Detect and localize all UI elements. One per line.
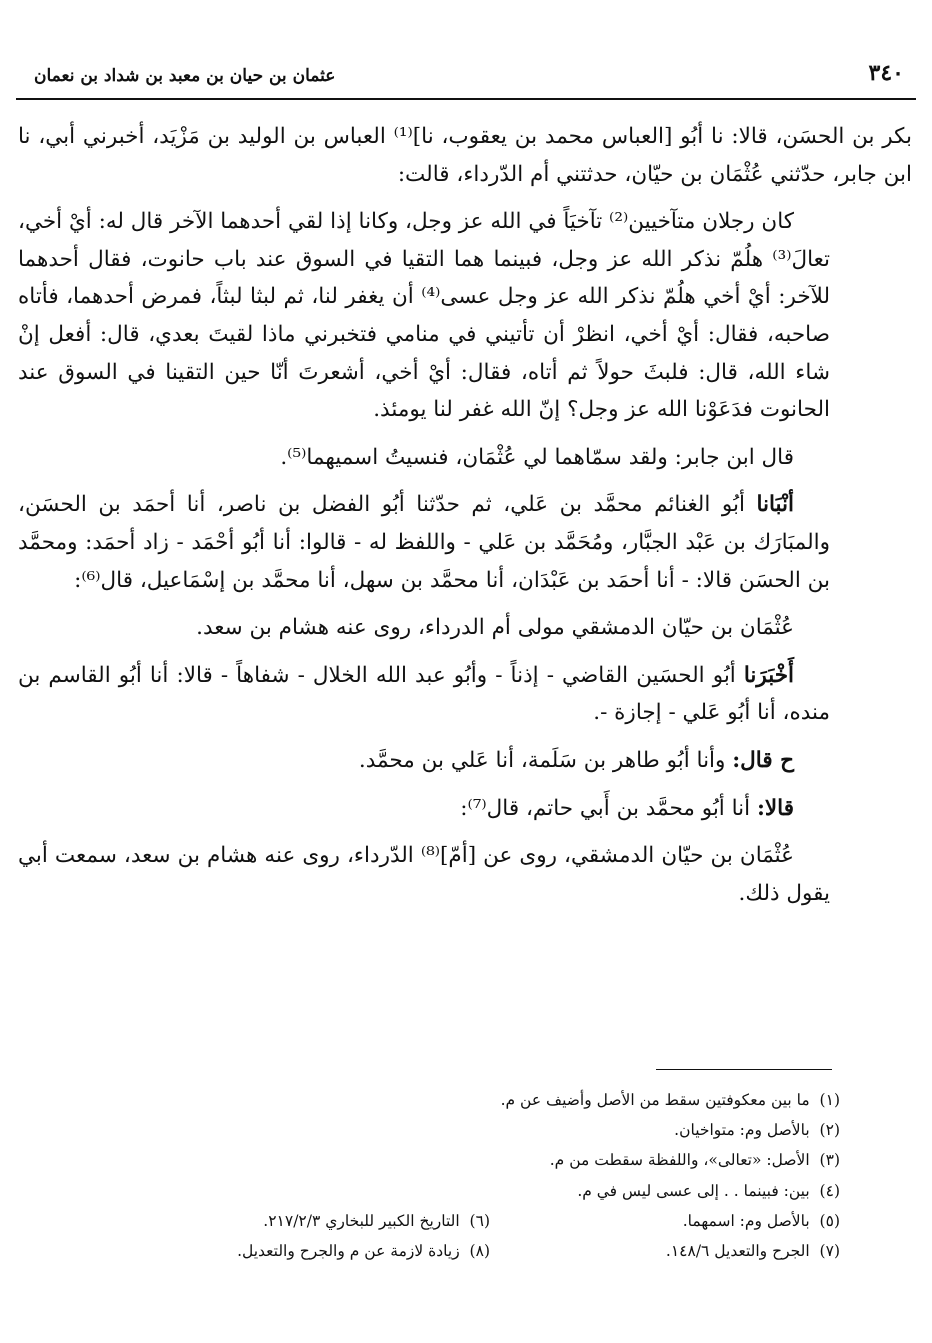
main-text [18, 118, 913, 922]
text-run: أبُو الغنائم محمَّد بن عَلي، ثم حدّثنا أبُو الفضل بن ناصر، أنا أحمَد بن الحسَن، والمبَارَك بن عَبْد الجبَّار، ومُحَمَّد بن عَلي - واللفظ له - قالوا: أنا أبُو أحْمَد - زاد أحمَد: ومحمَّد بن الحسَن قالا: - أنا أحمَد بن عَبْدَان، أنا محمَّد بن سهل، أنا محمَّد بن إسْمَاعيل، قال⁽⁶⁾: [18, 492, 830, 593]
bold-keyword: قالا: [756, 795, 794, 821]
footnote-row [140, 1206, 840, 1236]
running-title: عثمان بن حيان بن معبد بن شداد بن نعمان [34, 66, 336, 86]
footnote: (٨) زيادة لازمة عن م والجرح والتعديل. [237, 1242, 490, 1261]
footnote: (٢) بالأصل وم: متواخيان. [674, 1121, 840, 1140]
footnote: (٧) الجرح والتعديل ١٤٨/٦. [665, 1242, 840, 1261]
paragraph [18, 439, 830, 477]
paragraph [18, 837, 830, 912]
footnote: (١) ما بين معكوفتين سقط من الأصل وأضيف عن م. [500, 1091, 840, 1109]
footnote: (٤) بين: فبينما . . إلى عسى ليس في م. [577, 1181, 840, 1200]
text-run: بكر بن الحسَن، قالا: نا أبُو [العباس محمد بن يعقوب، نا]⁽¹⁾ العباس بن الوليد بن مَزْيَد، أخبرني أبي، نا ابن جابر، حدّثني عُثْمَان بن حيّان، حدثتني أم الدّرداء، قالت: [18, 124, 913, 187]
text-run: قال ابن جابر: ولقد سمّاهما لي عُثْمَان، فنسيتُ اسميهما⁽⁵⁾. [280, 444, 794, 470]
footnotes [140, 1085, 840, 1266]
text-run: عُثْمَان بن حيّان الدمشقي مولى أم الدرداء، روى عنه هشام بن سعد. [196, 615, 794, 641]
text-run: أبُو الحسَين القاضي - إذناً - وأبُو عبد الله الخلال - شفاهاً - قالا: أنا أبُو القاسم بن منده، أنا أبُو عَلي - إجازة -. [18, 662, 830, 726]
page-header [16, 58, 916, 100]
paragraph [18, 742, 830, 780]
paragraph [18, 203, 830, 429]
footnote-row [140, 1145, 840, 1175]
footnote-row [140, 1176, 840, 1206]
text-run: أنا أبُو محمَّد بن أَبي حاتم، قال⁽⁷⁾: [460, 795, 757, 821]
footnote-row [140, 1085, 840, 1115]
footnote: (٣) الأصل: «تعالى»، واللفظة سقطت من م. [549, 1151, 840, 1170]
footnote-separator [656, 1069, 832, 1070]
footnote-row [140, 1236, 840, 1266]
footnote: (٦) التاريخ الكبير للبخاري ٢١٧/٢/٣. [263, 1211, 490, 1230]
bold-keyword: أَخْبَرَنا [743, 662, 794, 688]
text-run: عُثْمَان بن حيّان الدمشقي، روى عن [أمّ]⁽⁸⁾ الدّرداء، روى عنه هشام بن سعد، سمعت أبي يقول ذلك. [18, 843, 830, 906]
paragraph [18, 790, 830, 828]
bold-keyword: أنْبَانا [756, 492, 794, 518]
text-run: كان رجلان متآخيين⁽²⁾ تآخيَاً في الله عز وجل، وكانا إذا لقي أحدهما الآخر قال له: أيْ أخي، تعالَ⁽³⁾ هلُمّ نذكر الله عز وجل، فبينما هما التقيا في السوق عند باب حانوت، فقال أحدهما للآخر: أيْ أخي هلُمّ نذكر الله عز وجل عسى⁽⁴⁾ أن يغفر لنا، ثم لبثا لبثاً، فمرض أحدهما، فأتاه صاحبه، فقال: أيْ أخي، انظرْ أن تأتيني في منامي فتخبرني ماذا لقيتَ بعدي، قال: أفعل إنْ شاء الله، قال: فلبثَ حولاً ثم أتاه، فقال: أيْ أخي، أشعرتَ أنّا حين التقينا في السوق عند الحانوت فدَعَوْنا الله عز وجل؟ إنّ الله غفر لنا يومئذ. [18, 209, 830, 423]
paragraph [18, 609, 830, 647]
paragraph [18, 118, 912, 193]
page-number: ٣٤٠ [868, 60, 904, 86]
paragraph [18, 657, 830, 732]
paragraph [18, 486, 830, 599]
bold-keyword: ح قال: [732, 747, 794, 773]
footnote: (٥) بالأصل وم: اسمهما. [682, 1211, 840, 1230]
text-run: وأنا أبُو طاهر بن سَلَمة، أنا عَلي بن محمَّد. [358, 747, 733, 773]
footnote-row [140, 1115, 840, 1145]
